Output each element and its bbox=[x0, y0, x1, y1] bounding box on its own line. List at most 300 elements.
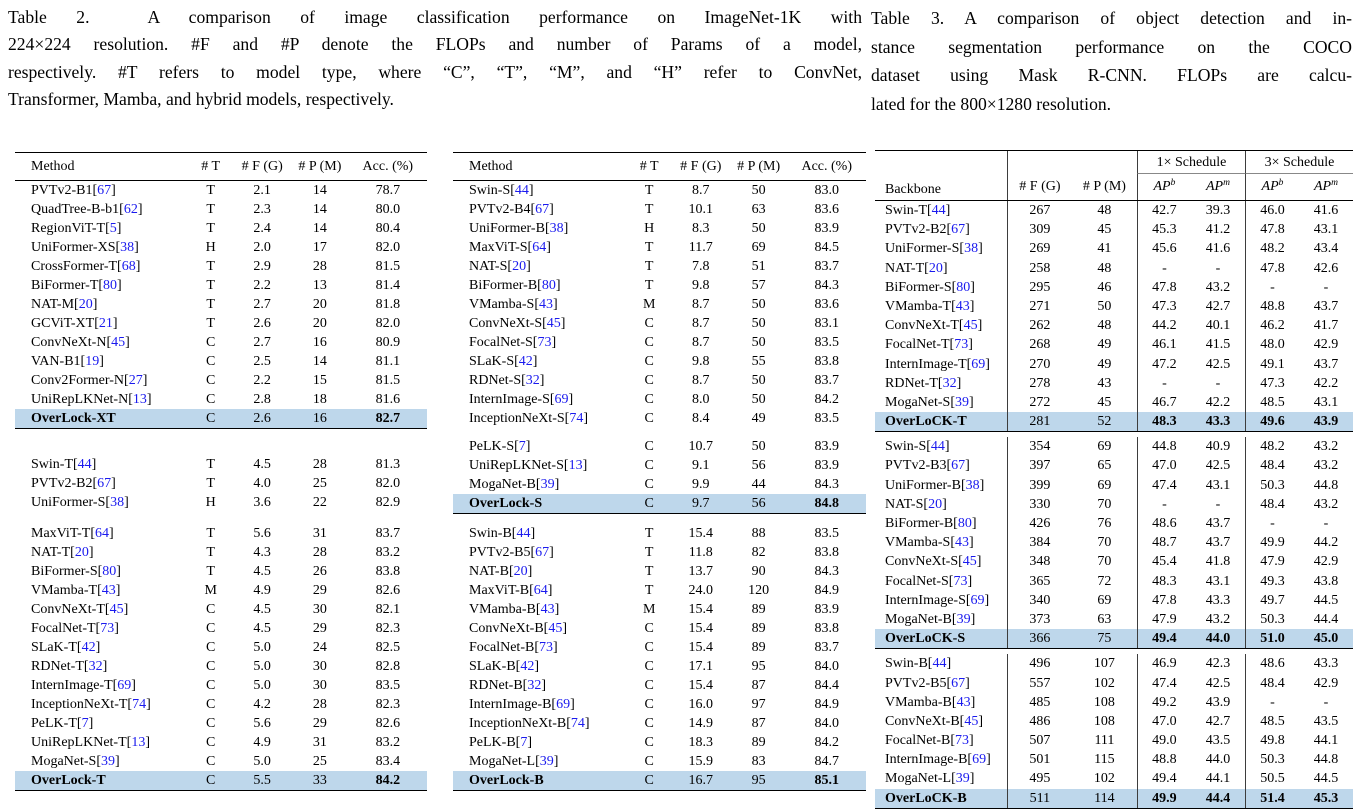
bracket: [ bbox=[950, 394, 955, 410]
flops-cell: 399 bbox=[1007, 476, 1072, 495]
params-cell: 87 bbox=[751, 678, 766, 693]
flops-cell: 5.5 bbox=[253, 773, 271, 788]
citation-link[interactable]: 7 bbox=[81, 716, 89, 731]
method-cell bbox=[15, 493, 188, 512]
citation-link[interactable]: 67 bbox=[951, 458, 966, 474]
type-cell: M bbox=[204, 583, 217, 598]
citation-link[interactable]: 64 bbox=[94, 526, 109, 541]
ap-cell: 44.5 bbox=[1313, 771, 1339, 787]
citation-link[interactable]: 80 bbox=[102, 564, 117, 579]
citation-link[interactable]: 45 bbox=[109, 602, 124, 617]
citation-link[interactable]: 20 bbox=[74, 545, 89, 560]
acc-cell: 80.4 bbox=[375, 221, 401, 236]
bracket: ] bbox=[985, 356, 990, 372]
table-row bbox=[453, 638, 866, 657]
acc-cell: 82.6 bbox=[375, 716, 401, 731]
bracket: ] bbox=[539, 373, 545, 388]
flops-cell: 9.9 bbox=[692, 477, 710, 492]
flops-cell: 8.7 bbox=[692, 183, 710, 198]
acc-cell: 81.1 bbox=[375, 354, 401, 369]
model-name: OverLock-T bbox=[31, 773, 106, 788]
citation-link[interactable]: 20 bbox=[512, 259, 527, 274]
table-row bbox=[875, 259, 1353, 278]
params-cell: 45 bbox=[1097, 222, 1112, 238]
type-cell: T bbox=[644, 183, 654, 198]
citation-link[interactable]: 32 bbox=[942, 375, 957, 391]
citation-link[interactable]: 69 bbox=[117, 678, 132, 693]
citation-link[interactable]: 73 bbox=[539, 640, 553, 655]
citation-link[interactable]: 13 bbox=[131, 735, 146, 750]
ap-cell: 48.4 bbox=[1245, 495, 1299, 514]
column-header-3x-schedule: 3× Schedule bbox=[1245, 151, 1353, 174]
model-name: MogaNet-B bbox=[469, 477, 536, 492]
flops-cell: 2.2 bbox=[253, 373, 271, 388]
citation-link[interactable]: 44 bbox=[930, 439, 945, 455]
flops-cell: 348 bbox=[1007, 552, 1072, 571]
acc-cell: 82.6 bbox=[375, 583, 401, 598]
params-cell: 29 bbox=[312, 583, 327, 598]
citation-link[interactable]: 45 bbox=[548, 621, 563, 636]
model-name: RDNet-T bbox=[31, 659, 84, 674]
citation-link[interactable]: 43 bbox=[540, 602, 555, 617]
bracket: [ bbox=[515, 735, 521, 750]
method-cell bbox=[15, 238, 188, 257]
backbone-cell bbox=[875, 750, 1007, 769]
table-row bbox=[875, 789, 1353, 808]
bracket: ] bbox=[134, 240, 139, 255]
column-header-apm-1x bbox=[1191, 174, 1245, 200]
table-row bbox=[453, 771, 866, 790]
backbone-cell bbox=[875, 769, 1007, 788]
bracket: [ bbox=[951, 611, 957, 627]
model-name: RDNet-S bbox=[469, 373, 522, 388]
citation-link[interactable]: 7 bbox=[520, 735, 528, 750]
model-name: SLaK-S bbox=[469, 354, 515, 369]
ap-cell: 40.1 bbox=[1205, 318, 1231, 334]
ap-cell: - bbox=[1215, 375, 1221, 391]
citation-link[interactable]: 69 bbox=[970, 592, 985, 608]
table-header-row bbox=[15, 153, 427, 180]
model-name: NAT-T bbox=[885, 260, 925, 276]
citation-link[interactable]: 64 bbox=[532, 240, 547, 255]
bracket: ] bbox=[123, 602, 129, 617]
flops-cell: 15.4 bbox=[688, 621, 714, 636]
method-cell bbox=[453, 771, 626, 790]
caption-line: Table 3. A comparison of object detection and in- bbox=[871, 8, 1352, 28]
ap-cell: 42.5 bbox=[1205, 675, 1231, 691]
citation-link[interactable]: 68 bbox=[121, 259, 136, 274]
bracket: ] bbox=[562, 621, 568, 636]
model-name: MogaNet-B bbox=[885, 611, 952, 627]
params-cell: 31 bbox=[312, 735, 327, 750]
method-cell bbox=[453, 456, 626, 475]
ap-cell: 49.9 bbox=[1137, 789, 1191, 808]
ap-cell: 43.1 bbox=[1313, 394, 1339, 410]
type-cell: T bbox=[206, 476, 215, 491]
params-cell: 120 bbox=[748, 583, 770, 598]
type-cell: C bbox=[206, 411, 216, 426]
citation-link[interactable]: 67 bbox=[535, 545, 550, 560]
citation-link[interactable]: 39 bbox=[540, 477, 555, 492]
table-row bbox=[453, 475, 866, 494]
bracket: [ bbox=[534, 640, 539, 655]
bracket: [ bbox=[511, 526, 517, 541]
citation-link[interactable]: 39 bbox=[955, 394, 969, 410]
citation-link[interactable]: 69 bbox=[554, 392, 569, 407]
params-cell: 56 bbox=[751, 458, 766, 473]
citation-link[interactable]: 38 bbox=[110, 495, 125, 510]
citation-link[interactable]: 44 bbox=[516, 526, 531, 541]
flops-cell: 507 bbox=[1007, 731, 1072, 750]
citation-link[interactable]: 74 bbox=[570, 716, 585, 731]
ap-cell: 42.2 bbox=[1205, 394, 1231, 410]
acc-cell: 80.0 bbox=[375, 202, 401, 217]
type-cell: C bbox=[644, 458, 654, 473]
model-name: MogaNet-L bbox=[885, 771, 952, 787]
citation-link[interactable]: 80 bbox=[541, 278, 556, 293]
citation-link[interactable]: 20 bbox=[928, 496, 943, 512]
params-cell: 14 bbox=[312, 202, 327, 217]
params-cell: 50 bbox=[751, 297, 766, 312]
table-row bbox=[875, 335, 1353, 354]
table-row bbox=[875, 750, 1353, 769]
citation-link[interactable]: 69 bbox=[556, 697, 571, 712]
acc-cell: 83.7 bbox=[814, 640, 839, 655]
citation-link[interactable]: 32 bbox=[525, 373, 540, 388]
bracket: ] bbox=[526, 259, 531, 274]
params-cell: 31 bbox=[312, 526, 327, 541]
table-row bbox=[15, 714, 427, 733]
citation-link[interactable]: 62 bbox=[123, 202, 138, 217]
bracket: ] bbox=[969, 394, 974, 410]
citation-link[interactable]: 73 bbox=[537, 335, 552, 350]
model-name: RDNet-T bbox=[885, 375, 938, 391]
params-cell: 20 bbox=[312, 297, 327, 312]
acc-cell: 84.0 bbox=[814, 716, 839, 731]
bracket: ] bbox=[582, 458, 588, 473]
ap-cell: 47.8 bbox=[1245, 220, 1299, 239]
type-cell: T bbox=[644, 583, 654, 598]
citation-link[interactable]: 13 bbox=[132, 392, 147, 407]
citation-link[interactable]: 67 bbox=[535, 202, 550, 217]
citation-link[interactable]: 43 bbox=[956, 694, 971, 710]
bracket: [ bbox=[515, 659, 521, 674]
bracket: [ bbox=[92, 183, 98, 198]
bracket: [ bbox=[97, 564, 103, 579]
flops-cell: 4.0 bbox=[253, 476, 271, 491]
ap-cell: 48.2 bbox=[1245, 239, 1299, 258]
model-name: GCViT-XT bbox=[31, 316, 95, 331]
ap-cell: 43.5 bbox=[1313, 713, 1339, 729]
method-cell bbox=[453, 437, 626, 456]
citation-link[interactable]: 44 bbox=[514, 183, 529, 198]
ap-label: AP bbox=[1153, 179, 1171, 194]
ap-cell: 40.9 bbox=[1205, 439, 1231, 455]
params-cell: 14 bbox=[312, 354, 327, 369]
acc-cell: 84.0 bbox=[814, 659, 839, 674]
method-cell bbox=[453, 181, 626, 200]
params-cell: 50 bbox=[751, 316, 766, 331]
caption-line: respectively. #T refers to model type, where “C”, “T”, “M”, and “H” refer to ConvNet, bbox=[8, 61, 862, 82]
table-row bbox=[875, 769, 1353, 788]
bracket: ] bbox=[125, 335, 130, 350]
backbone-cell bbox=[875, 239, 1007, 258]
table-row bbox=[875, 374, 1353, 393]
flops-cell: 278 bbox=[1007, 374, 1072, 393]
ap-cell: 47.8 bbox=[1245, 259, 1299, 278]
model-name: MogaNet-L bbox=[469, 754, 536, 769]
citation-link[interactable]: 73 bbox=[954, 337, 969, 353]
type-cell: C bbox=[644, 316, 654, 331]
bracket: [ bbox=[507, 259, 513, 274]
bracket: ] bbox=[549, 202, 554, 217]
params-cell: 17 bbox=[312, 240, 327, 255]
params-cell: 70 bbox=[1097, 554, 1112, 570]
type-cell: T bbox=[206, 259, 215, 274]
acc-cell: 81.5 bbox=[375, 373, 401, 388]
table-row bbox=[875, 572, 1353, 591]
block-separator bbox=[15, 428, 427, 455]
citation-link[interactable]: 69 bbox=[971, 356, 986, 372]
bracket: ] bbox=[560, 316, 566, 331]
bracket: ] bbox=[112, 316, 118, 331]
citation-link[interactable]: 39 bbox=[101, 754, 115, 769]
bracket: [ bbox=[951, 694, 957, 710]
bracket: ] bbox=[541, 678, 547, 693]
model-name: NAT-M bbox=[31, 297, 75, 312]
model-name: NAT-B bbox=[469, 564, 509, 579]
citation-link[interactable]: 39 bbox=[955, 771, 970, 787]
acc-cell: 83.2 bbox=[375, 545, 401, 560]
ap-cell: 47.9 bbox=[1245, 552, 1299, 571]
flops-cell: 14.9 bbox=[688, 716, 714, 731]
model-name: VMamba-T bbox=[31, 583, 98, 598]
ap-cell: - bbox=[1245, 278, 1299, 297]
ap-cell: 49.2 bbox=[1137, 693, 1191, 712]
params-cell: 70 bbox=[1097, 535, 1112, 551]
citation-link[interactable]: 38 bbox=[964, 241, 979, 257]
type-cell: C bbox=[206, 697, 216, 712]
acc-cell: 83.8 bbox=[814, 621, 839, 636]
ap-cell: 48.5 bbox=[1245, 712, 1299, 731]
ap-cell: - bbox=[1245, 514, 1299, 533]
model-name: BiFormer-B bbox=[885, 516, 954, 531]
citation-link[interactable]: 80 bbox=[956, 279, 971, 295]
citation-link[interactable]: 39 bbox=[539, 754, 554, 769]
bracket: ] bbox=[131, 678, 136, 693]
table-row bbox=[15, 733, 427, 752]
model-name: OverLoCK-T bbox=[885, 414, 967, 430]
flops-cell: 10.7 bbox=[688, 439, 714, 454]
table-row bbox=[15, 333, 427, 352]
citation-link[interactable]: 43 bbox=[955, 298, 970, 314]
citation-link[interactable]: 44 bbox=[932, 656, 947, 672]
citation-link[interactable]: 67 bbox=[97, 183, 112, 198]
citation-link[interactable]: 69 bbox=[972, 752, 987, 768]
acc-cell: 83.1 bbox=[814, 316, 839, 331]
bracket: ] bbox=[965, 222, 970, 238]
ap-cell: 48.5 bbox=[1245, 393, 1299, 412]
params-cell: 114 bbox=[1094, 790, 1115, 806]
type-cell: C bbox=[644, 373, 654, 388]
citation-link[interactable]: 38 bbox=[120, 240, 135, 255]
ap-cell: - bbox=[1137, 374, 1191, 393]
citation-link[interactable]: 5 bbox=[109, 221, 117, 236]
params-cell: 69 bbox=[1097, 439, 1112, 455]
citation-link[interactable]: 20 bbox=[78, 297, 93, 312]
table-row bbox=[875, 201, 1353, 220]
citation-link[interactable]: 38 bbox=[965, 477, 980, 493]
table-row bbox=[15, 409, 427, 428]
type-cell: T bbox=[206, 457, 215, 472]
params-cell: 50 bbox=[751, 439, 766, 454]
citation-link[interactable]: 21 bbox=[98, 316, 113, 331]
bracket: [ bbox=[946, 458, 952, 474]
model-name: Swin-B bbox=[469, 526, 512, 541]
citation-link[interactable]: 45 bbox=[962, 554, 977, 570]
table-row bbox=[875, 239, 1353, 258]
citation-link[interactable]: 67 bbox=[97, 476, 112, 491]
table-row bbox=[15, 455, 427, 474]
ap-cell: 43.8 bbox=[1313, 573, 1339, 589]
citation-link[interactable]: 38 bbox=[549, 221, 564, 236]
citation-link[interactable]: 27 bbox=[128, 373, 143, 388]
citation-link[interactable]: 44 bbox=[931, 203, 946, 218]
acc-cell: 83.8 bbox=[814, 354, 839, 369]
type-cell: C bbox=[206, 392, 216, 407]
citation-link[interactable]: 43 bbox=[539, 297, 553, 312]
model-name: Swin-S bbox=[885, 439, 927, 455]
citation-link[interactable]: 80 bbox=[957, 516, 972, 531]
ap-cell: 44.2 bbox=[1137, 316, 1191, 335]
flops-cell: 373 bbox=[1007, 610, 1072, 629]
citation-link[interactable]: 73 bbox=[953, 573, 968, 589]
ap-cell: 43.9 bbox=[1205, 694, 1231, 710]
citation-link[interactable]: 73 bbox=[955, 733, 969, 749]
params-cell: 13 bbox=[312, 278, 327, 293]
method-cell bbox=[15, 524, 188, 543]
citation-link[interactable]: 45 bbox=[111, 335, 126, 350]
bracket: [ bbox=[508, 564, 514, 579]
acc-cell: 82.0 bbox=[375, 316, 401, 331]
table-row bbox=[875, 731, 1353, 750]
citation-link[interactable]: 80 bbox=[103, 278, 118, 293]
table-row bbox=[875, 355, 1353, 374]
ap-cell: 42.7 bbox=[1205, 298, 1231, 314]
bracket: [ bbox=[112, 678, 118, 693]
table-row bbox=[453, 437, 866, 456]
bracket: [ bbox=[951, 298, 956, 314]
citation-link[interactable]: 73 bbox=[100, 621, 115, 636]
citation-link[interactable]: 39 bbox=[956, 611, 971, 627]
citation-link[interactable]: 20 bbox=[928, 260, 943, 276]
flops-cell: 7.8 bbox=[692, 259, 710, 274]
params-cell: 108 bbox=[1093, 694, 1115, 710]
citation-link[interactable]: 7 bbox=[518, 439, 526, 454]
params-cell: 83 bbox=[751, 754, 766, 769]
model-name: FocalNet-S bbox=[885, 573, 949, 589]
method-cell bbox=[15, 219, 188, 238]
bracket: ] bbox=[547, 583, 553, 598]
citation-link[interactable]: 32 bbox=[527, 678, 542, 693]
backbone-cell bbox=[875, 514, 1007, 533]
bracket: ] bbox=[135, 259, 141, 274]
flops-cell: 2.0 bbox=[253, 240, 271, 255]
bracket: ] bbox=[971, 516, 977, 531]
citation-link[interactable]: 32 bbox=[88, 659, 103, 674]
model-name: BiFormer-T bbox=[31, 278, 99, 293]
ap-superscript: b bbox=[1170, 178, 1176, 188]
bracket: [ bbox=[927, 656, 933, 672]
model-name: NAT-S bbox=[885, 496, 924, 512]
ap-cell: 49.7 bbox=[1245, 591, 1299, 610]
model-name: InternImage-S bbox=[469, 392, 550, 407]
bracket: [ bbox=[70, 545, 75, 560]
params-cell: 63 bbox=[1097, 611, 1112, 627]
method-cell bbox=[453, 733, 626, 752]
citation-link[interactable]: 74 bbox=[569, 411, 584, 426]
citation-link[interactable]: 45 bbox=[546, 316, 561, 331]
backbone-cell bbox=[875, 355, 1007, 374]
citation-link[interactable]: 67 bbox=[951, 675, 966, 691]
params-cell: 18 bbox=[312, 392, 327, 407]
citation-link[interactable]: 44 bbox=[77, 457, 92, 472]
backbone-cell bbox=[875, 374, 1007, 393]
params-cell: 89 bbox=[751, 602, 766, 617]
citation-link[interactable]: 74 bbox=[132, 697, 147, 712]
citation-link[interactable]: 42 bbox=[518, 354, 533, 369]
citation-link[interactable]: 42 bbox=[81, 640, 96, 655]
ap-cell: 48.4 bbox=[1245, 456, 1299, 475]
citation-link[interactable]: 67 bbox=[951, 222, 966, 238]
flops-cell: 2.6 bbox=[253, 316, 271, 331]
table-row bbox=[875, 514, 1353, 533]
table-row bbox=[875, 591, 1353, 610]
bracket: [ bbox=[543, 621, 549, 636]
citation-link[interactable]: 45 bbox=[963, 318, 978, 334]
params-cell: 25 bbox=[312, 476, 327, 491]
table-row bbox=[875, 476, 1353, 495]
bracket: [ bbox=[946, 222, 952, 238]
citation-link[interactable]: 43 bbox=[955, 535, 969, 551]
citation-link[interactable]: 42 bbox=[520, 659, 535, 674]
caption-line: dataset using Mask R-CNN. FLOPs are calcu- bbox=[871, 65, 1352, 86]
table3-header bbox=[875, 151, 1353, 200]
params-cell: 51 bbox=[751, 259, 766, 274]
acc-cell: 84.3 bbox=[814, 564, 839, 579]
model-name: MaxViT-S bbox=[469, 240, 528, 255]
params-cell: 89 bbox=[751, 735, 766, 750]
acc-cell: 80.9 bbox=[375, 335, 401, 350]
citation-link[interactable]: 64 bbox=[533, 583, 548, 598]
flops-cell: 16.7 bbox=[688, 773, 714, 788]
citation-link[interactable]: 13 bbox=[568, 458, 583, 473]
params-cell: 16 bbox=[312, 411, 327, 426]
citation-link[interactable]: 20 bbox=[513, 564, 528, 579]
bracket: [ bbox=[951, 771, 956, 787]
ap-cell: 44.4 bbox=[1205, 790, 1231, 806]
citation-link[interactable]: 43 bbox=[101, 583, 116, 598]
citation-link[interactable]: 45 bbox=[964, 713, 979, 729]
bracket: [ bbox=[105, 495, 111, 510]
method-cell bbox=[15, 333, 188, 352]
ap-cell: 44.0 bbox=[1205, 631, 1231, 647]
citation-link[interactable]: 19 bbox=[85, 354, 100, 369]
bracket: [ bbox=[542, 316, 547, 331]
table2-caption bbox=[8, 4, 862, 113]
type-cell: C bbox=[644, 496, 654, 511]
method-cell bbox=[453, 676, 626, 695]
